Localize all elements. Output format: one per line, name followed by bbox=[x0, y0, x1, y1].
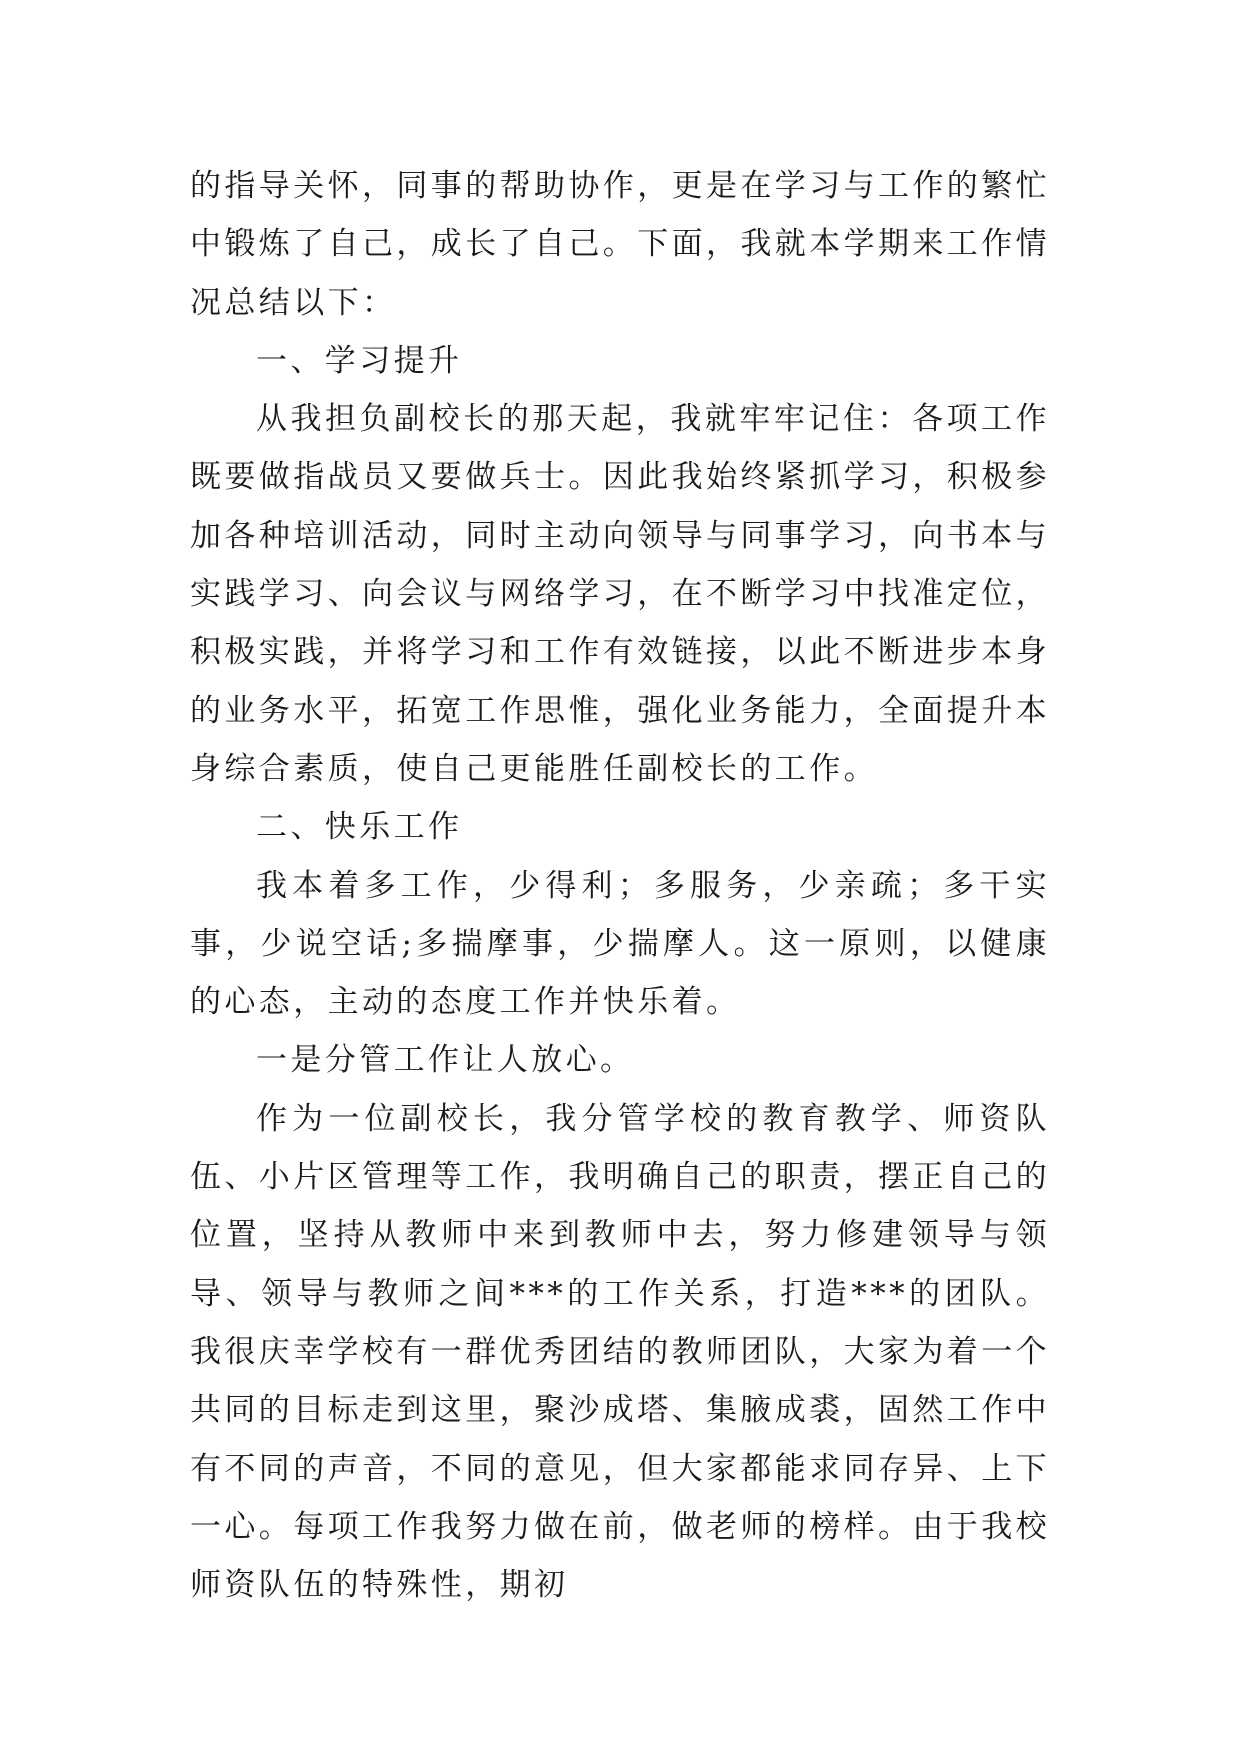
subheading-management: 一是分管工作让人放心。 bbox=[256, 1042, 635, 1079]
paragraph-intro: 的指导关怀，同事的帮助协作，更是在学习与工作的繁忙中锻炼了自己，成长了自己。下面，我就本学期来工作情况总结以下： bbox=[190, 168, 1050, 321]
paragraph-study: 从我担负副校长的那天起，我就牢牢记住：各项工作既要做指战员又要做兵士。因此我始终紧抓学习，积极参加各种培训活动，同时主动向领导与同事学习，向书本与实践学习、向会议与网络学习，在不断学习中找准定位，积极实践，并将学习和工作有效链接，以此不断进步本身的业务水平，拓宽工作思惟，强化业务能力，全面提升本身综合素质，使自己更能胜任副校长的工作。 bbox=[190, 401, 1050, 787]
paragraph-management: 作为一位副校长，我分管学校的教育教学、师资队伍、小片区管理等工作，我明确自己的职责，摆正自己的位置，坚持从教师中来到教师中去，努力修建领导与领导、领导与教师之间***的工作关系，打造***的团队。我很庆幸学校有一群优秀团结的教师团队，大家为着一个共同的目标走到这里，聚沙成塔、集腋成裘，固然工作中有不同的声音，不同的意见，但大家都能求同存异、上下一心。每项工作我努力做在前，做老师的榜样。由于我校师资队伍的特殊性，期初 bbox=[190, 1100, 1050, 1604]
section-heading-work: 二、快乐工作 bbox=[256, 809, 463, 846]
paragraph-principle: 我本着多工作，少得利；多服务，少亲疏；多干实事，少说空话;多揣摩事，少揣摩人。这一原则，以健康的心态，主动的态度工作并快乐着。 bbox=[190, 867, 1050, 1021]
document-body bbox=[190, 157, 1050, 1614]
section-heading-study: 一、学习提升 bbox=[256, 342, 463, 379]
